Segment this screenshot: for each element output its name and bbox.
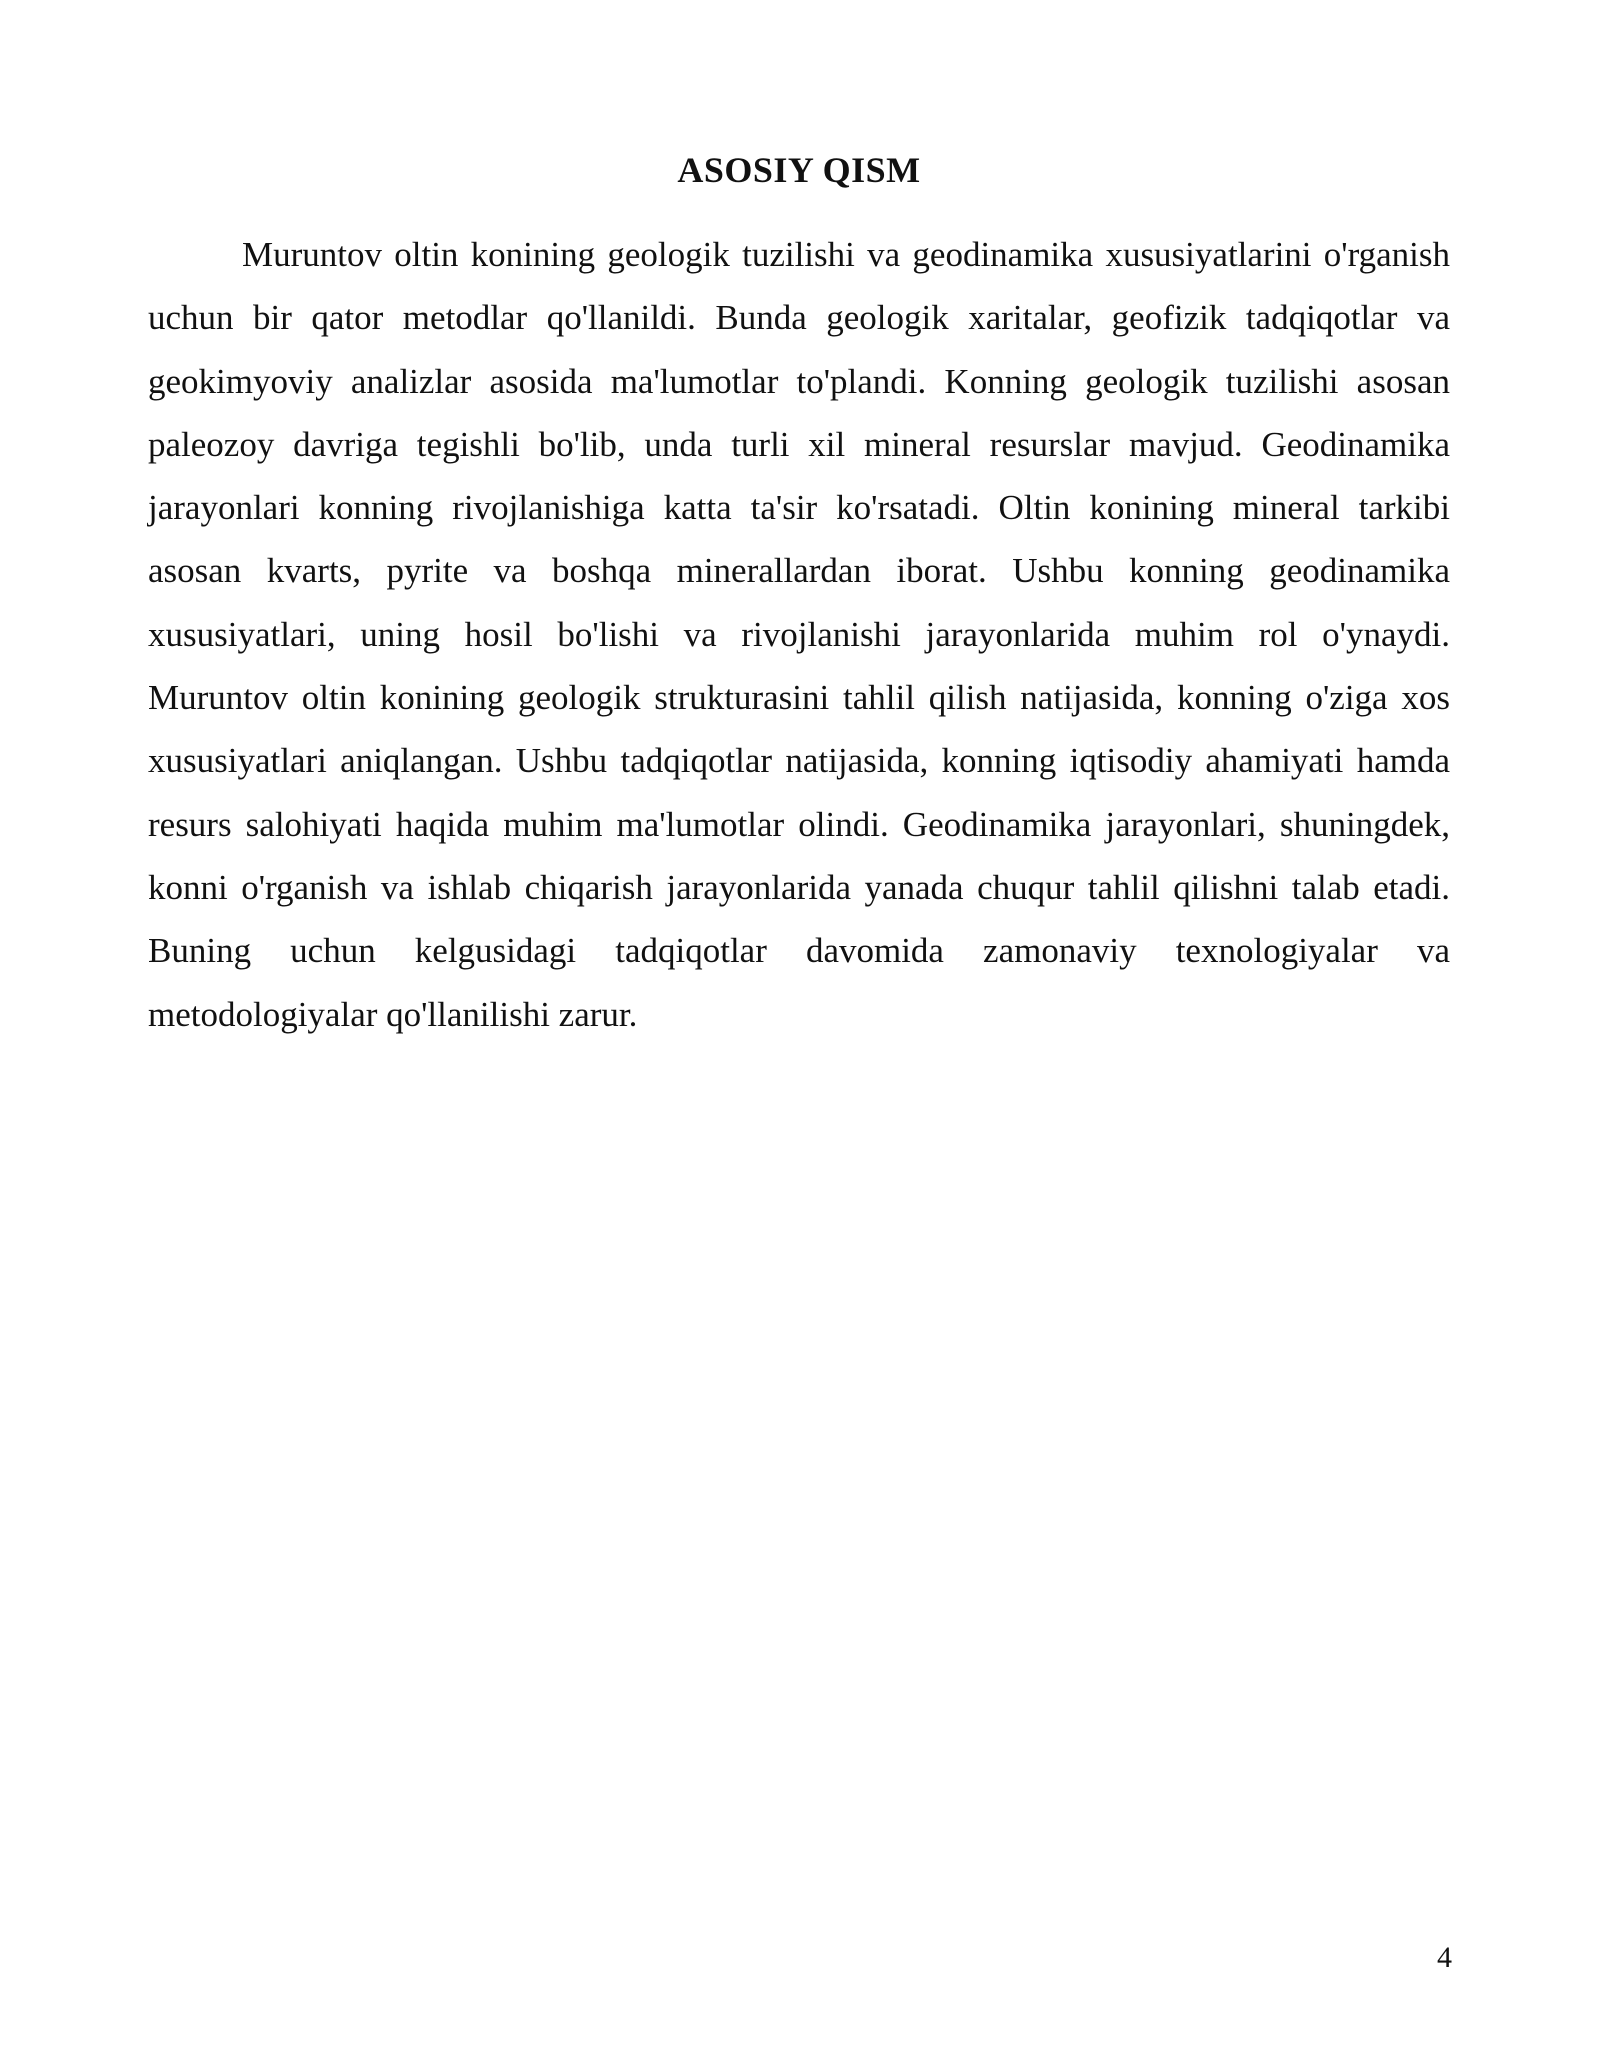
page-number: 4 xyxy=(1437,1941,1452,1974)
body-paragraph: Muruntov oltin konining geologik tuzilishi va geodinamika xususiyatlarini o'rganish uchun bir qator metodlar qo'llanildi. Bunda geologik xaritalar, geofizik tadqiqotlar va geokimyoviy analizlar asosida ma'lumotlar to'plandi. Konning geologik tuzilishi asosan paleozoy davriga tegishli bo'lib, unda turli xil mineral resurslar mavjud. Geodinamika jarayonlari konning rivojlanishiga katta ta'sir ko'rsatadi. Oltin konining mineral tarkibi asosan kvarts, pyrite va boshqa minerallardan iborat. Ushbu konning geodinamika xususiyatlari, uning hosil bo'lishi va rivojlanishi jarayonlarida muhim rol o'ynaydi. Muruntov oltin konining geologik strukturasini tahlil qilish natijasida, konning o'ziga xos xususiyatlari aniqlangan. Ushbu tadqiqotlar natijasida, konning iqtisodiy ahamiyati hamda resurs salohiyati haqida muhim ma'lumotlar olindi. Geodinamika jarayonlari, shuningdek, konni o'rganish va ishlab chiqarish jarayonlarida yanada chuqur tahlil qilishni talab etadi. Buning uchun kelgusidagi tadqiqotlar davomida zamonaviy texnologiyalar va metodologiyalar qo'llanilishi zarur. xyxy=(148,235,1450,1034)
section-heading: ASOSIY QISM xyxy=(677,150,921,190)
